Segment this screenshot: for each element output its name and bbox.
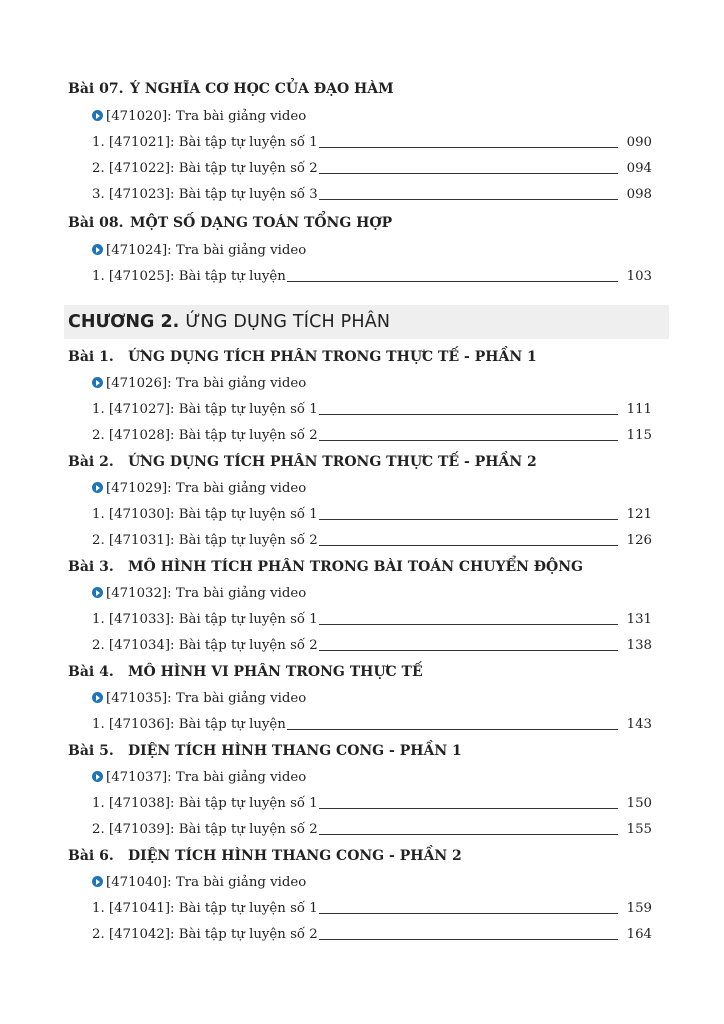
exercise-label: 2. [471028]: Bài tập tự luyện số 2: [92, 428, 318, 443]
exercise-label: 1. [471036]: Bài tập tự luyện: [92, 717, 286, 732]
exercise-label: 2. [471042]: Bài tập tự luyện số 2: [92, 927, 318, 942]
play-circle-icon: [92, 244, 103, 255]
exercise-label: 2. [471022]: Bài tập tự luyện số 2: [92, 161, 318, 176]
video-link[interactable]: [92, 375, 652, 393]
video-link[interactable]: [92, 874, 652, 892]
dotted-leader: [319, 146, 618, 148]
lesson-title: MỘT SỐ DẠNG TOÁN TỔNG HỢP: [130, 215, 393, 231]
lesson-number: Bài 2.: [68, 454, 114, 470]
page-number: 150: [626, 796, 652, 811]
video-link[interactable]: [92, 585, 652, 603]
lesson-heading[interactable]: [68, 847, 724, 865]
lesson-number: Bài 5.: [68, 743, 114, 759]
lesson-title: MÔ HÌNH TÍCH PHÂN TRONG BÀI TOÁN CHUYỂN ĐỘNG: [128, 559, 583, 575]
video-link[interactable]: [92, 108, 652, 126]
video-label: [471024]: Tra bài giảng video: [106, 243, 307, 258]
video-label: [471037]: Tra bài giảng video: [106, 770, 307, 785]
lesson-number: Bài 07.: [68, 81, 124, 97]
exercise-entry[interactable]: [92, 506, 652, 524]
chapter-heading[interactable]: [64, 305, 669, 339]
dotted-leader: [319, 912, 618, 914]
dotted-leader: [319, 172, 618, 174]
exercise-label: 1. [471033]: Bài tập tự luyện số 1: [92, 612, 318, 627]
dotted-leader: [319, 439, 618, 441]
exercise-entry[interactable]: [92, 611, 652, 629]
exercise-entry[interactable]: [92, 401, 652, 419]
play-circle-icon: [92, 377, 103, 388]
exercise-entry[interactable]: [92, 795, 652, 813]
exercise-entry[interactable]: [92, 821, 652, 839]
exercise-label: 1. [471027]: Bài tập tự luyện số 1: [92, 402, 318, 417]
lesson-title: MÔ HÌNH VI PHÂN TRONG THỰC TẾ: [128, 664, 423, 680]
chapter-title: ỨNG DỤNG TÍCH PHÂN: [185, 312, 391, 332]
page-number: 103: [626, 269, 652, 284]
video-link[interactable]: [92, 480, 652, 498]
page-number: 164: [626, 927, 652, 942]
exercise-entry[interactable]: [92, 716, 652, 734]
exercise-label: 1. [471021]: Bài tập tự luyện số 1: [92, 135, 318, 150]
page-number: 121: [626, 507, 652, 522]
play-circle-icon: [92, 587, 103, 598]
lesson-title: Ý NGHĨA CƠ HỌC CỦA ĐẠO HÀM: [130, 81, 394, 97]
lesson-number: Bài 6.: [68, 848, 114, 864]
video-label: [471035]: Tra bài giảng video: [106, 691, 307, 706]
lesson-number: Bài 08.: [68, 215, 124, 231]
lesson-heading[interactable]: [68, 348, 724, 366]
dotted-leader: [319, 833, 618, 835]
page-number: 138: [626, 638, 652, 653]
lesson-title: ỨNG DỤNG TÍCH PHÂN TRONG THỰC TẾ - PHẦN 1: [128, 349, 537, 365]
page-number: 090: [626, 135, 652, 150]
exercise-entry[interactable]: [92, 134, 652, 152]
page-number: 111: [626, 402, 652, 417]
play-circle-icon: [92, 876, 103, 887]
dotted-leader: [319, 623, 618, 625]
video-label: [471020]: Tra bài giảng video: [106, 109, 307, 124]
dotted-leader: [319, 518, 618, 520]
lesson-title: ỨNG DỤNG TÍCH PHÂN TRONG THỰC TẾ - PHẦN 2: [128, 454, 537, 470]
lesson-heading[interactable]: [68, 453, 724, 471]
exercise-label: 3. [471023]: Bài tập tự luyện số 3: [92, 187, 318, 202]
chapter-number: CHƯƠNG 2.: [68, 312, 180, 332]
exercise-entry[interactable]: [92, 926, 652, 944]
lesson-number: Bài 4.: [68, 664, 114, 680]
lesson-title: DIỆN TÍCH HÌNH THANG CONG - PHẦN 2: [128, 848, 462, 864]
exercise-entry[interactable]: [92, 532, 652, 550]
video-link[interactable]: [92, 690, 652, 708]
page-number: 159: [626, 901, 652, 916]
page-number: 143: [626, 717, 652, 732]
exercise-entry[interactable]: [92, 427, 652, 445]
exercise-label: 1. [471041]: Bài tập tự luyện số 1: [92, 901, 318, 916]
dotted-leader: [319, 938, 618, 940]
exercise-label: 2. [471034]: Bài tập tự luyện số 2: [92, 638, 318, 653]
exercise-label: 1. [471025]: Bài tập tự luyện: [92, 269, 286, 284]
video-label: [471040]: Tra bài giảng video: [106, 875, 307, 890]
dotted-leader: [319, 649, 618, 651]
play-circle-icon: [92, 110, 103, 121]
exercise-label: 2. [471039]: Bài tập tự luyện số 2: [92, 822, 318, 837]
lesson-heading[interactable]: [68, 663, 724, 681]
exercise-label: 2. [471031]: Bài tập tự luyện số 2: [92, 533, 318, 548]
video-link[interactable]: [92, 769, 652, 787]
video-link[interactable]: [92, 242, 652, 260]
dotted-leader: [319, 544, 618, 546]
dotted-leader: [287, 728, 618, 730]
lesson-heading[interactable]: [68, 80, 724, 98]
play-circle-icon: [92, 692, 103, 703]
play-circle-icon: [92, 771, 103, 782]
exercise-entry[interactable]: [92, 160, 652, 178]
video-label: [471032]: Tra bài giảng video: [106, 586, 307, 601]
video-label: [471026]: Tra bài giảng video: [106, 376, 307, 391]
page-number: 094: [626, 161, 652, 176]
lesson-heading[interactable]: [68, 742, 724, 760]
exercise-label: 1. [471030]: Bài tập tự luyện số 1: [92, 507, 318, 522]
dotted-leader: [319, 198, 618, 200]
lesson-number: Bài 3.: [68, 559, 114, 575]
lesson-title: DIỆN TÍCH HÌNH THANG CONG - PHẦN 1: [128, 743, 462, 759]
video-label: [471029]: Tra bài giảng video: [106, 481, 307, 496]
dotted-leader: [319, 413, 618, 415]
exercise-entry[interactable]: [92, 268, 652, 286]
play-circle-icon: [92, 482, 103, 493]
lesson-number: Bài 1.: [68, 349, 114, 365]
page-number: 155: [626, 822, 652, 837]
exercise-entry[interactable]: [92, 900, 652, 918]
page-number: 115: [626, 428, 652, 443]
dotted-leader: [287, 280, 618, 282]
page-number: 098: [626, 187, 652, 202]
exercise-entry[interactable]: [92, 186, 652, 204]
page-number: 126: [626, 533, 652, 548]
exercise-entry[interactable]: [92, 637, 652, 655]
lesson-heading[interactable]: [68, 214, 724, 232]
page-number: 131: [626, 612, 652, 627]
lesson-heading[interactable]: [68, 558, 724, 576]
dotted-leader: [319, 807, 618, 809]
exercise-label: 1. [471038]: Bài tập tự luyện số 1: [92, 796, 318, 811]
